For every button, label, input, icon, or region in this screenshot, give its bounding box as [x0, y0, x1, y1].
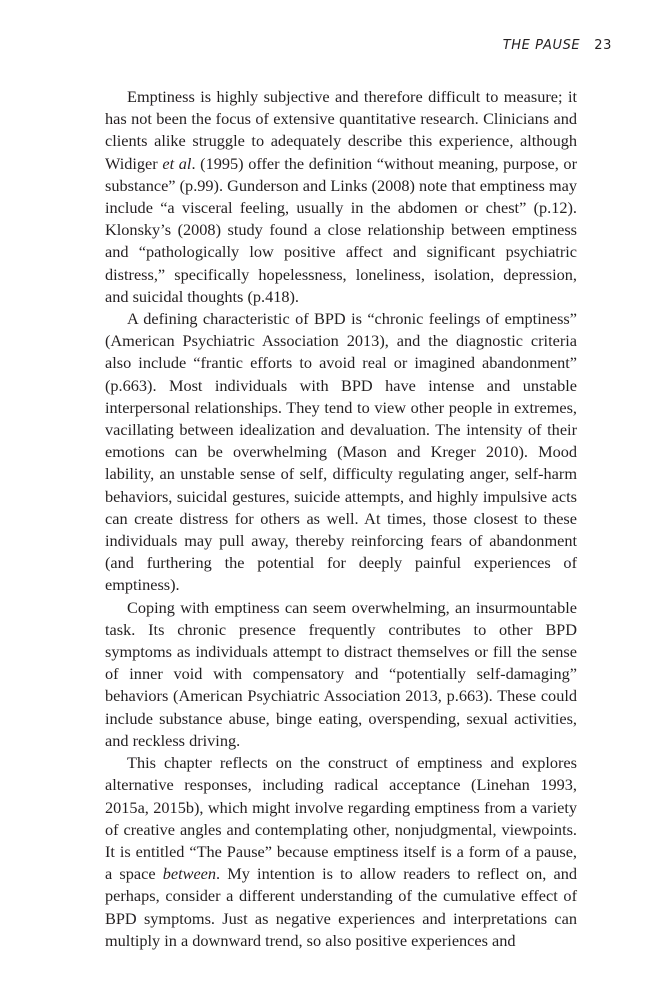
text-segment: This chapter reflects on the construct of emptiness and explores alternative responses, including radical acceptance (Linehan 1993, 2015a, 2015b), which might involve regarding emptiness from a variety of creative angles and contemplating other, nonjudgmental, viewpoints. It is entitled “The Pause” because emptiness itself is a form of a pause, a space	[105, 753, 577, 884]
page-number: 23	[594, 38, 612, 53]
body-text	[105, 86, 577, 952]
text-segment: Emptiness is highly subjective and therefore difficult to measure; it has not been the focus of extensive quantitative research. Clinicians and clients alike struggle to adequately describe this experience, although Widiger	[105, 87, 577, 173]
text-segment: . (1995) offer the definition “without meaning, purpose, or substance” (p.99). Gunderson and Links (2008) note that emptiness may include “a visceral feeling, usually in the abdomen or chest” (p.12). Klonsky’s (2008) study found a close relationship between emptiness and “pathologically low positive affect and significant psychiatric distress,” specifically hopelessness, loneliness, isolation, depression, and suicidal thoughts (p.418).	[105, 153, 577, 306]
paragraph-coping	[105, 597, 577, 752]
text-segment: . My intention is to allow readers to reflect on, and perhaps, consider a different understanding of the cumulative effect of BPD symptoms. Just as negative experiences and interpretations can multiply in a downward trend, so also positive experiences and	[105, 864, 577, 950]
running-head	[503, 38, 612, 53]
paragraph-chapter-intent	[105, 752, 577, 952]
text-segment: Coping with emptiness can seem overwhelming, an insurmountable task. Its chronic presence frequently contributes to other BPD symptoms as individuals attempt to distract themselves or fill the sense of inner void with compensatory and “potentially self-damaging” behaviors (American Psychiatric Association 2013, p.663). These could include substance abuse, binge eating, overspending, sexual activities, and reckless driving.	[105, 597, 577, 750]
paragraph-bpd-characteristics	[105, 308, 577, 597]
paragraph-emptiness-definition	[105, 86, 577, 308]
italic-text-segment: between	[162, 864, 217, 884]
text-segment: A defining characteristic of BPD is “chronic feelings of emptiness” (American Psychiatric Association 2013), and the diagnostic criteria also include “frantic efforts to avoid real or imagined abandonment” (p.663). Most individuals with BPD have intense and unstable interpersonal relationships. They tend to view other people in extremes, vacillating between idealization and devaluation. The intensity of their emotions can be overwhelming (Mason and Kreger 2010). Mood lability, an unstable sense of self, difficulty regulating anger, self-harm behaviors, suicidal gestures, suicide attempts, and highly impulsive acts can create distress for others as well. At times, those closest to these individuals may pull away, thereby reinforcing fears of abandonment (and furthering the potential for deeply painful experiences of emptiness).	[105, 309, 577, 595]
running-head-title: THE PAUSE	[502, 38, 581, 53]
italic-text-segment: et al	[162, 153, 192, 173]
